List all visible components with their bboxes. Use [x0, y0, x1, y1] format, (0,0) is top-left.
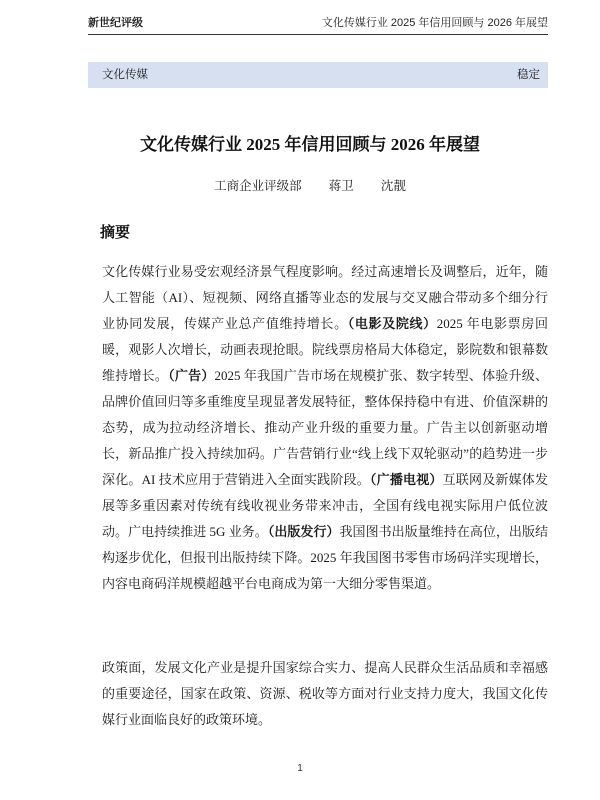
abstract-heading: 摘要	[100, 224, 131, 241]
bold-section-label: （广播电视）	[369, 472, 443, 487]
author-department: 工商企业评级部	[214, 179, 302, 193]
category-band	[88, 62, 548, 88]
outlook-label: 稳定	[517, 69, 540, 81]
paragraph-text: 2025 年电影票房回暖，观影人次增长，动画表现抢眼。院线票房格局大体稳定，影院数和银幕数维持增长。	[102, 316, 548, 383]
paragraph-text: 文化传媒行业易受宏观经济景气程度影响。经过高速增长及调整后，近年，随人工智能（AI）、短视频、网络直播等业态的发展与交叉融合带动多个细分行业协同发展，传媒产业总产值维持增长。	[102, 264, 548, 331]
page-number: 1	[297, 763, 303, 774]
publisher-name: 新世纪评级	[88, 17, 143, 29]
running-header	[88, 14, 548, 32]
running-header-title: 文化传媒行业 2025 年信用回顾与 2026 年展望	[321, 17, 548, 29]
paragraph-text: 政策面，发展文化产业是提升国家综合实力、提高人民群众生活品质和幸福感的重要途径，国家在政策、资源、税收等方面对行业支持力度大，我国文化传媒行业面临良好的政策环境。	[102, 660, 548, 727]
industry-label: 文化传媒	[102, 69, 148, 81]
document-title: 文化传媒行业 2025 年信用回顾与 2026 年展望	[140, 135, 480, 154]
paragraph-text: 我国图书出版量维持在高位，出版结构逐步优化，但报刊出版持续下降。2025 年我国图书零售市场码洋实现增长，内容电商码洋规模超越平台电商成为第一大细分零售渠道。	[102, 524, 548, 591]
author-name: 沈靓	[380, 179, 406, 193]
author-name: 蒋卫	[328, 179, 354, 193]
bold-section-label: （广告）	[168, 368, 215, 383]
authors-line	[60, 176, 560, 196]
abstract-paragraph	[102, 259, 548, 597]
paragraph-text: 2025 年我国广告市场在规模扩张、数字转型、体验升级、品牌价值回归等多重维度呈现显著发展特征，整体保持稳中有进、价值深耕的态势，成为拉动经济增长、推动产业升级的重要力量。广告主以创新驱动增长，新品推广投入持续加码。广告营销行业“线上线下双轮驱动”的趋势进一步深化。AI 技术应用于营销进入全面实践阶段。	[102, 368, 548, 487]
bold-section-label: （电影及院线）	[347, 316, 437, 331]
bold-section-label: （出版发行）	[267, 524, 340, 539]
header-divider	[88, 34, 548, 35]
paragraph-text: 互联网及新媒体发展等多重因素对传统有线收视业务带来冲击，全国有线电视实际用户低位波动。广电持续推进 5G 业务。	[102, 472, 548, 539]
abstract-paragraph	[102, 655, 548, 733]
